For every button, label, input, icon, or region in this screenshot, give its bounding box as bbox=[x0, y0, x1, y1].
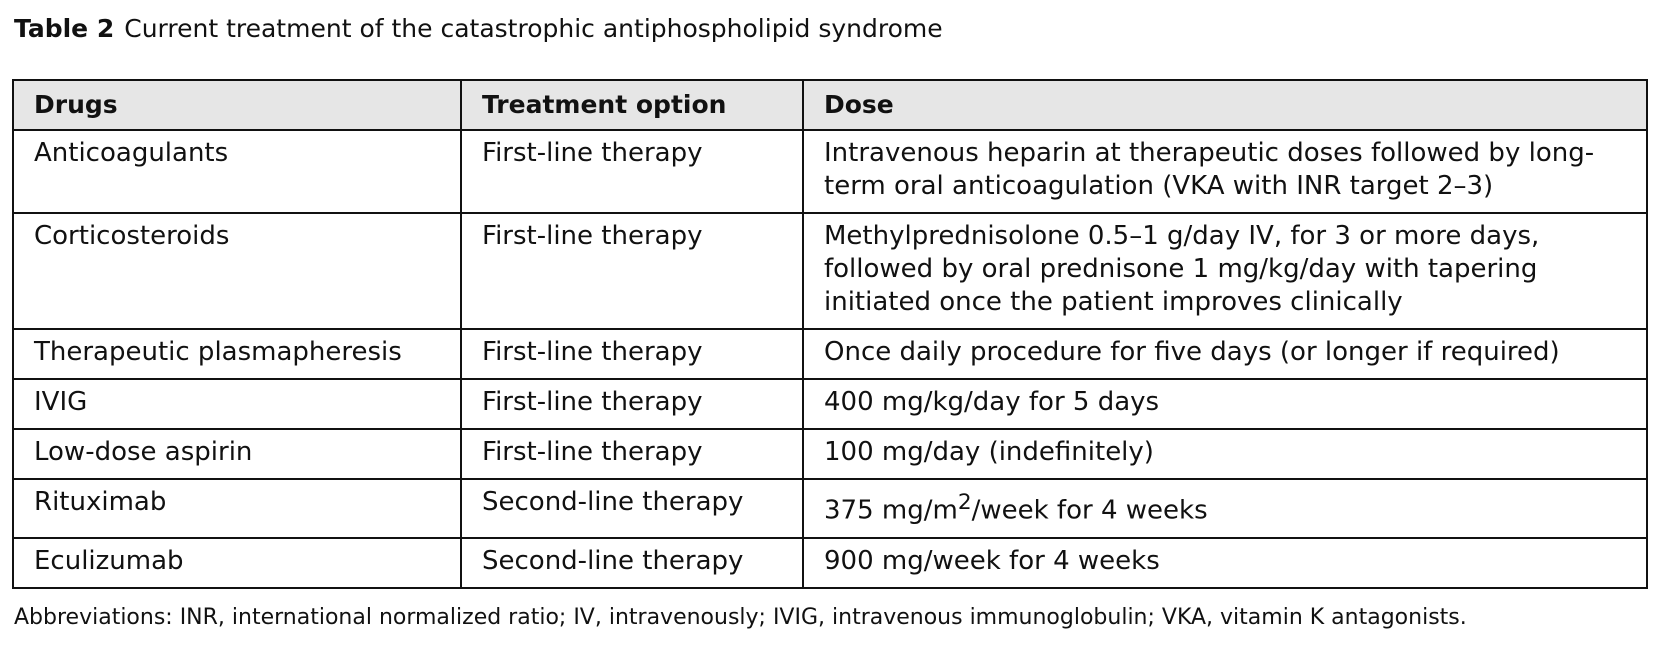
treatment-option-cell: First-line therapy bbox=[461, 429, 803, 479]
table-title: Current treatment of the catastrophic antiphospholipid syndrome bbox=[124, 14, 943, 43]
dose-text-suffix: /week for 4 weeks bbox=[971, 495, 1208, 526]
treatment-option-cell: Second-line therapy bbox=[461, 538, 803, 588]
treatment-option-cell: First-line therapy bbox=[461, 213, 803, 329]
dose-cell: Methylprednisolone 0.5–1 g/day IV, for 3 or more days, followed by oral prednisone 1 mg/kg/day with tapering initiated once the patient improves clinically bbox=[803, 213, 1647, 329]
dose-cell: Intravenous heparin at therapeutic doses followed by long-term oral anticoagulation (VKA with INR target 2–3) bbox=[803, 130, 1647, 213]
treatment-option-cell: First-line therapy bbox=[461, 329, 803, 379]
treatment-option-cell: First-line therapy bbox=[461, 379, 803, 429]
drug-cell: Therapeutic plasmapheresis bbox=[13, 329, 461, 379]
drug-cell: Low-dose aspirin bbox=[13, 429, 461, 479]
header-drugs: Drugs bbox=[13, 80, 461, 130]
treatment-option-cell: Second-line therapy bbox=[461, 479, 803, 538]
dose-superscript: 2 bbox=[957, 490, 972, 515]
treatment-table bbox=[12, 79, 1648, 589]
table-row bbox=[13, 329, 1647, 379]
table-caption bbox=[14, 12, 943, 46]
drug-cell: Rituximab bbox=[13, 479, 461, 538]
dose-cell: Once daily procedure for five days (or longer if required) bbox=[803, 329, 1647, 379]
table-row bbox=[13, 379, 1647, 429]
dose-cell bbox=[803, 479, 1647, 538]
drug-cell: IVIG bbox=[13, 379, 461, 429]
table-row bbox=[13, 479, 1647, 538]
header-treatment-option: Treatment option bbox=[461, 80, 803, 130]
treatment-option-cell: First-line therapy bbox=[461, 130, 803, 213]
dose-text: 375 mg/m bbox=[824, 495, 958, 526]
table-label: Table 2 bbox=[14, 14, 115, 43]
dose-cell: 100 mg/day (indefinitely) bbox=[803, 429, 1647, 479]
header-dose: Dose bbox=[803, 80, 1647, 130]
table-row bbox=[13, 429, 1647, 479]
table-row bbox=[13, 538, 1647, 588]
dose-cell: 400 mg/kg/day for 5 days bbox=[803, 379, 1647, 429]
table-row bbox=[13, 213, 1647, 329]
table-header-row bbox=[13, 80, 1647, 130]
drug-cell: Anticoagulants bbox=[13, 130, 461, 213]
dose-cell: 900 mg/week for 4 weeks bbox=[803, 538, 1647, 588]
drug-cell: Eculizumab bbox=[13, 538, 461, 588]
table-row bbox=[13, 130, 1647, 213]
drug-cell: Corticosteroids bbox=[13, 213, 461, 329]
abbreviations-footnote: Abbreviations: INR, international normalized ratio; IV, intravenously; IVIG, intravenous immunoglobulin; VKA, vitamin K antagonists. bbox=[14, 605, 1467, 630]
